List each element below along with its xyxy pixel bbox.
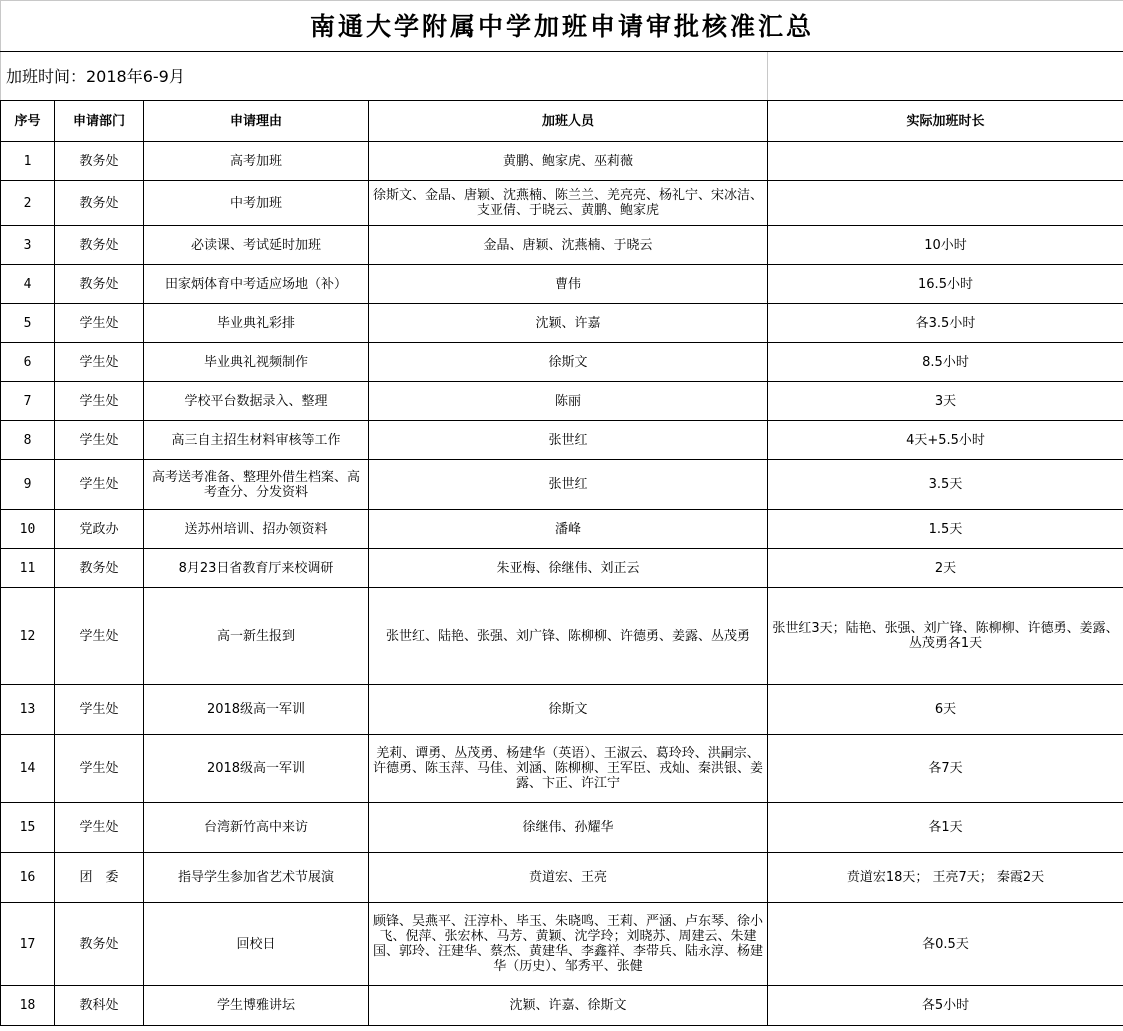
row-hours: 张世红3天；陆艳、张强、刘广锋、陈柳柳、许德勇、姜露、丛茂勇各1天 (768, 588, 1123, 685)
row-staff: 张世红 (369, 421, 768, 460)
table-row (1, 382, 1123, 421)
table-row (1, 853, 1123, 903)
row-staff: 陈丽 (369, 382, 768, 421)
row-dept: 教务处 (55, 142, 144, 181)
row-staff: 张世红、陆艳、张强、刘广锋、陈柳柳、许德勇、姜露、丛茂勇 (369, 588, 768, 685)
row-number: 13 (1, 685, 55, 735)
row-dept: 学生处 (55, 382, 144, 421)
row-dept: 学生处 (55, 460, 144, 510)
row-reason: 高三自主招生材料审核等工作 (144, 421, 369, 460)
row-dept: 党政办 (55, 510, 144, 549)
header-hours: 实际加班时长 (768, 101, 1123, 142)
row-staff: 曹伟 (369, 265, 768, 304)
table-row (1, 903, 1123, 986)
table-row (1, 549, 1123, 588)
row-hours: 16.5小时 (768, 265, 1123, 304)
table-row (1, 265, 1123, 304)
table-row (1, 421, 1123, 460)
row-reason: 高考加班 (144, 142, 369, 181)
row-number: 14 (1, 735, 55, 803)
row-staff: 徐斯文、金晶、唐颖、沈燕楠、陈兰兰、羌亮亮、杨礼宁、宋冰洁、支亚倩、于晓云、黄鹏、鲍家虎 (369, 181, 768, 226)
table-body (1, 142, 1123, 1026)
row-reason: 田家炳体育中考适应场地（补） (144, 265, 369, 304)
table-row (1, 181, 1123, 226)
row-staff: 黄鹏、鲍家虎、巫莉薇 (369, 142, 768, 181)
row-number: 7 (1, 382, 55, 421)
row-staff: 潘峰 (369, 510, 768, 549)
row-number: 10 (1, 510, 55, 549)
row-number: 17 (1, 903, 55, 986)
row-hours: 各5小时 (768, 986, 1123, 1026)
row-dept: 学生处 (55, 304, 144, 343)
row-number: 18 (1, 986, 55, 1026)
row-dept: 学生处 (55, 803, 144, 853)
row-hours: 各1天 (768, 803, 1123, 853)
row-reason: 高一新生报到 (144, 588, 369, 685)
empty-cell (768, 52, 1123, 101)
row-reason: 回校日 (144, 903, 369, 986)
header-staff: 加班人员 (369, 101, 768, 142)
period-row (1, 52, 1123, 101)
table-row (1, 685, 1123, 735)
title-row (1, 1, 1123, 52)
row-number: 3 (1, 226, 55, 265)
row-hours: 6天 (768, 685, 1123, 735)
row-staff: 顾锋、吴燕平、汪淳朴、毕玉、朱晓鸣、王莉、严涵、卢东琴、徐小飞、倪萍、张宏林、马芳、黄颖、沈学玲；刘晓苏、周建云、朱建国、郭玲、汪建华、蔡杰、黄建华、李鑫祥、李带兵、陆永淳、杨建华（历史）、邹秀平、张健 (369, 903, 768, 986)
table-row (1, 142, 1123, 181)
header-dept: 申请部门 (55, 101, 144, 142)
row-reason: 2018级高一军训 (144, 735, 369, 803)
table-row (1, 803, 1123, 853)
header-reason: 申请理由 (144, 101, 369, 142)
table-row (1, 226, 1123, 265)
row-reason: 毕业典礼彩排 (144, 304, 369, 343)
row-number: 8 (1, 421, 55, 460)
row-hours: 1.5天 (768, 510, 1123, 549)
table-row (1, 735, 1123, 803)
row-reason: 毕业典礼视频制作 (144, 343, 369, 382)
row-staff: 徐斯文 (369, 685, 768, 735)
row-dept: 教务处 (55, 226, 144, 265)
row-dept: 教科处 (55, 986, 144, 1026)
row-number: 9 (1, 460, 55, 510)
row-hours (768, 181, 1123, 226)
row-reason: 中考加班 (144, 181, 369, 226)
row-dept: 学生处 (55, 343, 144, 382)
row-number: 15 (1, 803, 55, 853)
row-reason: 高考送考准备、整理外借生档案、高考查分、分发资料 (144, 460, 369, 510)
row-reason: 必读课、考试延时加班 (144, 226, 369, 265)
row-hours: 各3.5小时 (768, 304, 1123, 343)
row-staff: 贲道宏、王亮 (369, 853, 768, 903)
row-number: 6 (1, 343, 55, 382)
header-no: 序号 (1, 101, 55, 142)
overtime-period: 加班时间：2018年6-9月 (1, 52, 768, 101)
row-staff: 徐斯文 (369, 343, 768, 382)
row-dept: 教务处 (55, 265, 144, 304)
header-row (1, 101, 1123, 142)
row-dept: 团 委 (55, 853, 144, 903)
row-dept: 学生处 (55, 735, 144, 803)
row-reason: 2018级高一军训 (144, 685, 369, 735)
row-staff: 沈颖、许嘉 (369, 304, 768, 343)
row-reason: 学生博雅讲坛 (144, 986, 369, 1026)
table-row (1, 304, 1123, 343)
row-hours: 各0.5天 (768, 903, 1123, 986)
row-number: 12 (1, 588, 55, 685)
row-reason: 指导学生参加省艺术节展演 (144, 853, 369, 903)
row-hours (768, 142, 1123, 181)
row-hours: 8.5小时 (768, 343, 1123, 382)
row-hours: 3天 (768, 382, 1123, 421)
row-number: 1 (1, 142, 55, 181)
row-hours: 各7天 (768, 735, 1123, 803)
row-hours: 10小时 (768, 226, 1123, 265)
row-dept: 学生处 (55, 685, 144, 735)
row-reason: 送苏州培训、招办领资料 (144, 510, 369, 549)
table-row (1, 588, 1123, 685)
row-reason: 台湾新竹高中来访 (144, 803, 369, 853)
row-reason: 8月23日省教育厅来校调研 (144, 549, 369, 588)
row-hours: 2天 (768, 549, 1123, 588)
row-dept: 教务处 (55, 181, 144, 226)
page-title: 南通大学附属中学加班申请审批核准汇总 (1, 1, 1123, 52)
row-dept: 教务处 (55, 549, 144, 588)
row-staff: 徐继伟、孙耀华 (369, 803, 768, 853)
row-staff: 沈颖、许嘉、徐斯文 (369, 986, 768, 1026)
row-dept: 学生处 (55, 588, 144, 685)
row-number: 5 (1, 304, 55, 343)
row-number: 11 (1, 549, 55, 588)
table-row (1, 343, 1123, 382)
row-hours: 4天+5.5小时 (768, 421, 1123, 460)
row-number: 4 (1, 265, 55, 304)
table-row (1, 510, 1123, 549)
row-staff: 金晶、唐颖、沈燕楠、于晓云 (369, 226, 768, 265)
row-staff: 羌莉、谭勇、丛茂勇、杨建华（英语）、王淑云、葛玲玲、洪嗣宗、许德勇、陈玉萍、马佳、刘涵、陈柳柳、王军臣、戎灿、秦洪银、姜露、卞正、许江宁 (369, 735, 768, 803)
row-dept: 学生处 (55, 421, 144, 460)
row-dept: 教务处 (55, 903, 144, 986)
table-row (1, 986, 1123, 1026)
row-staff: 张世红 (369, 460, 768, 510)
row-hours: 贲道宏18天； 王亮7天； 秦霞2天 (768, 853, 1123, 903)
row-reason: 学校平台数据录入、整理 (144, 382, 369, 421)
row-hours: 3.5天 (768, 460, 1123, 510)
row-number: 2 (1, 181, 55, 226)
row-staff: 朱亚梅、徐继伟、刘正云 (369, 549, 768, 588)
table-row (1, 460, 1123, 510)
row-number: 16 (1, 853, 55, 903)
